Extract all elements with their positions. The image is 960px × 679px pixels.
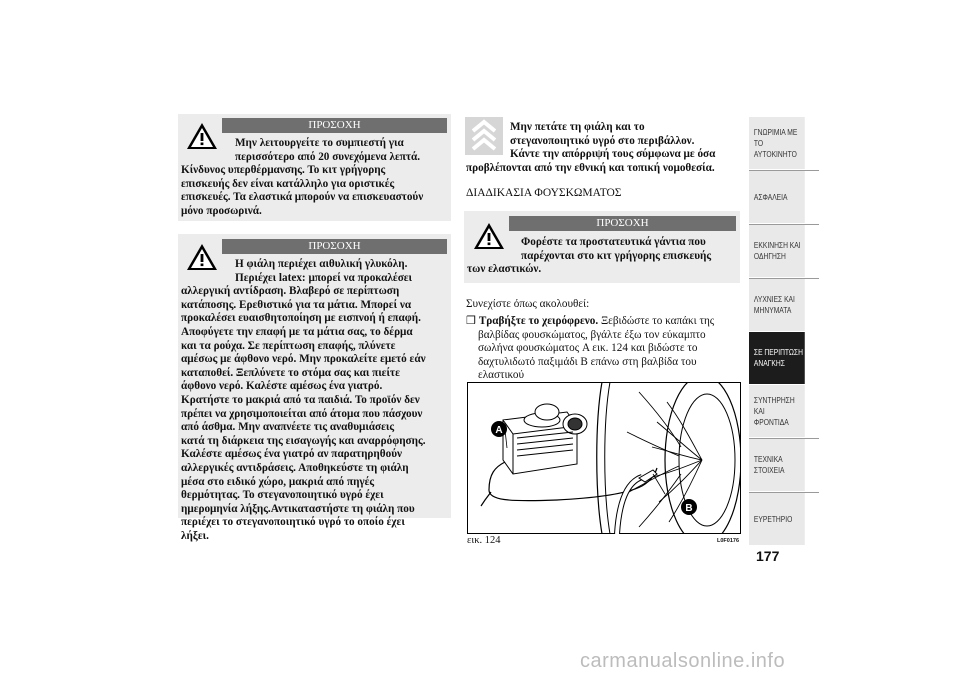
tab-index[interactable]: ΕΥΡΕΤΗΡΙΟ	[749, 493, 805, 545]
intro-text: Συνεχίστε όπως ακολουθεί:	[466, 298, 590, 310]
figure-code: L0F0176	[716, 538, 739, 544]
tab-maintenance[interactable]: ΣΥΝΤΗΡΗΣΗ ΚΑΙ ΦΡΟΝΤΙΔΑ	[749, 385, 805, 437]
tab-technical-data[interactable]: ΤΕΧΝΙΚΑ ΣΤΟΙΧΕΙΑ	[749, 439, 805, 491]
section-title: ΔΙΑΔΙΚΑΣΙΑ ΦΟΥΣΚΩΜΑΤΟΣ	[466, 187, 622, 199]
warning-header: ΠΡΟΣΟΧΗ	[222, 118, 447, 133]
page-number: 177	[756, 548, 780, 564]
figure-label-b: B	[685, 503, 693, 514]
tab-warning-lights[interactable]: ΛΥΧΝΙΕΣ ΚΑΙ ΜΗΝΥΜΑΤΑ	[749, 279, 805, 331]
step-bold-lead: Τραβήξτε το χειρόφρενο.	[478, 315, 599, 327]
warning-box-3	[464, 211, 740, 283]
step-bullet-icon: ❒	[466, 315, 477, 327]
figure-124	[467, 382, 741, 550]
figure-caption: εικ. 124	[467, 535, 501, 546]
warning-3-text: Φορέστε τα προστατευτικά γάντια που παρέχονται στο κιτ γρήγορης επισκευής των ελαστικών.	[467, 236, 712, 276]
eco-note-text: Μην πετάτε τη φιάλη και το στεγανοποιητικό υγρό στο περιβάλλον. Κάντε την απόρριψή τους σύμφωνα με όσα προβλέπονται από την εθνική και τοπική νομοθεσία.	[466, 121, 716, 174]
warning-1-text: Μην λειτουργείτε το συμπιεστή για περισσότερο από 20 συνεχόμενα λεπτά. Κίνδυνος υπερθέρμανσης. Το κιτ γρήγορης επισκευής δεν είναι κατάλληλο για οριστικές επισκευές. Τα ελαστικά μπορούν να επισκευαστούν μόνο προσωρινά.	[181, 137, 424, 217]
warning-2-text: Η φιάλη περιέχει αιθυλική γλυκόλη. Περιέχει latex: μπορεί να προκαλέσει αλλεργική αντίδραση. Βλαβερό σε περίπτωση κατάποσης. Ερεθιστικό για τα μάτια. Μπορεί να προκαλέσει ευαισθητοποίηση με εισπνοή ή επαφή. Αποφύγετε την επαφή με τα μάτια σας, το δέρμα και τα ρούχα. Σε περίπτωση επαφής, πλύνετε αμέσως με άφθονο νερό. Μην προκαλείτε εμετό εάν καταποθεί. Ξεπλύνετε το στόμα σας και πιείτε άφθονο νερό. Καλέστε αμέσως ένα γιατρό. Κρατήστε το μακριά από τα παιδιά. Το προϊόν δεν πρέπει να χρησιμοποιείται από άτομα που πάσχουν από άσθμα. Μην αναπνέετε τις αναθυμιάσεις κατά τη διάρκεια της εισαγωγής και αναρρόφησης. Καλέστε αμέσως ένα γιατρό αν παρατηρηθούν αλλεργικές αντιδράσεις. Αποθηκεύστε τη φιάλη μέσα στο ειδικό χώρο, μακριά από πηγές θερμότητας. Το στεγανοποιητικό υγρό έχει ημερομηνία λήξης.Αντικαταστήστε τη φιάλη που περιέχει το στεγανοποιητικό υγρό το οποίο έχει λήξει.	[181, 258, 426, 542]
compressor-illustration	[467, 382, 741, 534]
figure-label-a: A	[495, 425, 503, 436]
warning-box-2	[178, 234, 451, 542]
warning-header: ΠΡΟΣΟΧΗ	[222, 239, 447, 254]
warning-header: ΠΡΟΣΟΧΗ	[509, 216, 736, 231]
step-1: ❒ Τραβήξτε το χειρόφρενο. Ξεβιδώστε το καπάκι της βαλβίδας φουσκώματος, βγάλτε έξω τον εύκαμπτο σωλήνα φουσκώματος A εικ. 124 και βιδώστε το δαχτυλιδωτό παξιμάδι B επάνω στη βαλβίδα του ελαστικού	[466, 315, 715, 382]
warning-box-1	[178, 114, 451, 221]
tab-safety[interactable]: ΑΣΦΑΛΕΙΑ	[749, 171, 805, 223]
eco-note	[464, 114, 740, 174]
tab-starting-driving[interactable]: ΕΚΚΙΝΗΣΗ ΚΑΙ ΟΔΗΓΗΣΗ	[749, 225, 805, 277]
tab-vehicle-intro[interactable]: ΓΝΩΡΙΜΙΑ ΜΕ ΤΟ ΑΥΤΟΚΙΝΗΤΟ	[749, 117, 805, 169]
tab-emergency[interactable]: ΣΕ ΠΕΡΙΠΤΩΣΗ ΑΝΑΓΚΗΣ	[749, 332, 805, 384]
watermark: carmanualsonline.info	[580, 650, 786, 672]
